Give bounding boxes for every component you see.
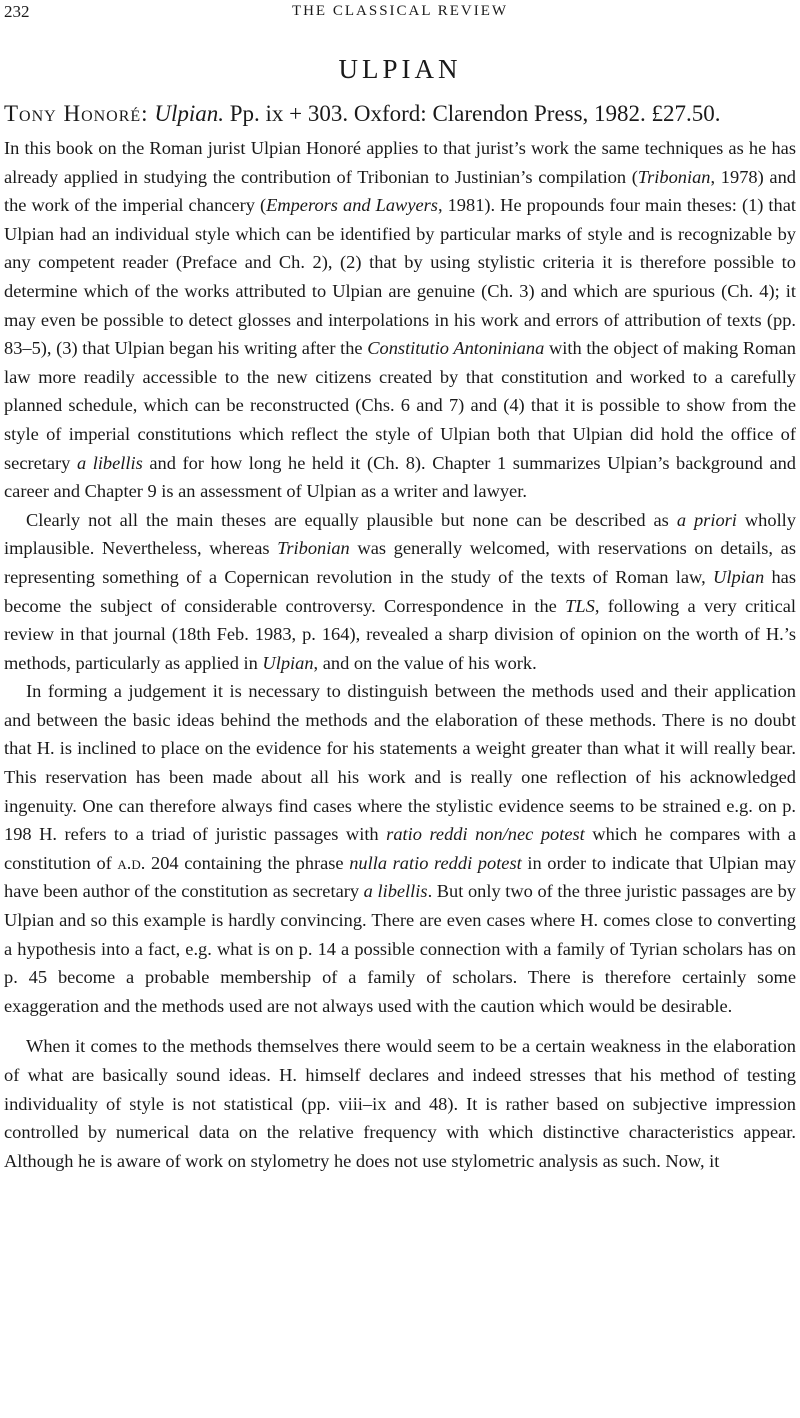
text-run: which he compares with a constitution of bbox=[4, 824, 797, 873]
page bbox=[4, 0, 796, 1175]
italic-text: Constitutio Antoniniana bbox=[367, 338, 545, 359]
small-caps-text: a.d. bbox=[117, 852, 146, 873]
italic-text: ratio reddi non/nec potest bbox=[386, 824, 585, 845]
journal-title: THE CLASSICAL REVIEW bbox=[291, 3, 509, 19]
italic-text: Emperors and Lawyers bbox=[266, 195, 438, 216]
paragraph-2 bbox=[4, 506, 796, 678]
citation-details: Pp. ix + 303. Oxford: Clarendon Press, 1982. £27.50. bbox=[229, 101, 721, 126]
italic-text: a libellis bbox=[76, 452, 143, 473]
italic-text: nulla ratio reddi potest bbox=[349, 852, 522, 873]
text-run: Clearly not all the main theses are equally plausible but none can be described as bbox=[26, 509, 677, 530]
text-run: , and on the value of his work. bbox=[313, 652, 537, 673]
italic-text: Ulpian bbox=[713, 566, 765, 587]
text-run: In this book on the Roman jurist Ulpian Honoré applies to that jurist’s work the same techniques as he has already applied in studying the contribution of Tribonian to Justinian’s compilation ( bbox=[4, 138, 796, 187]
text-run: When it comes to the methods themselves there would seem to be a certain weakness in the elaboration of what are basically sound ideas. H. himself declares and indeed stresses that his method of testing individuality of style is not statistical (pp. viii–ix and 48). It is rather based on subjective impression controlled by numerical data on the relative frequency with which distinctive characteristics appear. Although he is aware of work on stylometry he does not use stylometric analysis as such. Now, it bbox=[4, 1036, 796, 1171]
italic-text: Tribonian bbox=[637, 166, 711, 187]
paragraph-4 bbox=[4, 1032, 796, 1175]
italic-text: a priori bbox=[676, 509, 737, 530]
paragraph-3 bbox=[4, 677, 796, 1020]
section-title: ULPIAN bbox=[338, 54, 462, 84]
paragraph-1 bbox=[4, 134, 796, 506]
text-run: in order to indicate that Ulpian may have been author of the constitution as secretary bbox=[4, 852, 797, 902]
italic-text: a libellis bbox=[363, 881, 428, 902]
text-run: . But only two of the three juristic passages are by Ulpian and so this example is hardly convincing. There are even cases where H. comes close to converting a hypothesis into a fact, e.g. what is on p. 14 a possible connection with a family of Tyrian scholars has on p. 45 become a probable membership of a family of scholars. There is therefore certainly some exaggeration and the methods used are not always used with the caution which would be desirable. bbox=[4, 881, 796, 1016]
text-run: was generally welcomed, with reservations on details, as representing something of a Copernican revolution in the study of the texts of Roman law, bbox=[4, 538, 796, 587]
citation-title: Ulpian. bbox=[154, 101, 224, 126]
italic-text: Ulpian bbox=[262, 652, 314, 673]
text-run: with the object of making Roman law more readily accessible to the new citizens created by that constitution and worked to a carefully planned schedule, which can be reconstructed (Chs. 6 and 7) and (4) that it is possible to show from the style of imperial constitutions which reflect the style of Ulpian both that Ulpian did hold the office of secretary bbox=[4, 338, 796, 473]
text-run: wholly implausible. Nevertheless, whereas bbox=[4, 509, 796, 559]
text-run: , 1981). He propounds four main theses: (1) that Ulpian had an individual style which can be identified by particular marks of style and is recognizable by any competent reader (Preface and Ch. 2), (2) that by using stylistic criteria it is therefore possible to determine which of the works attributed to Ulpian are genuine (Ch. 3) and which are spurious (Ch. 4); it may even be possible to detect glosses and interpolations in his work and errors of attribution of texts (pp. 83–5), (3) that Ulpian began his writing after the bbox=[4, 195, 797, 359]
italic-text: TLS bbox=[565, 595, 595, 616]
citation-author: Tony Honoré: bbox=[4, 101, 149, 126]
italic-text: Tribonian bbox=[277, 538, 350, 559]
text-run: , 1978) and the work of the imperial chancery ( bbox=[4, 166, 796, 216]
text-run: , following a very critical review in that journal (18th Feb. 1983, p. 164), revealed a sharp division of opinion on the worth of H.’s methods, particularly as applied in bbox=[4, 595, 796, 673]
text-run: and for how long he held it (Ch. 8). Chapter 1 summarizes Ulpian’s background and career and Chapter 9 is an assessment of Ulpian as a writer and lawyer. bbox=[4, 452, 796, 502]
running-head bbox=[4, 0, 796, 28]
page-number: 232 bbox=[4, 2, 30, 21]
text-run: In forming a judgement it is necessary to distinguish between the methods used and their application and between the basic ideas behind the methods and the elaboration of these methods. There is no doubt that H. is inclined to place on the evidence for his statements a weight greater than what it will really bear. This reservation has been made about all his work and is really one reflection of his acknowledged ingenuity. One can therefore always find cases where the stylistic evidence seems to be strained e.g. on p. 198 H. refers to a triad of juristic passages with bbox=[4, 681, 796, 845]
book-citation bbox=[4, 99, 796, 128]
text-run: 204 containing the phrase bbox=[145, 852, 350, 873]
text-run: has become the subject of considerable controversy. Correspondence in the bbox=[4, 566, 796, 616]
